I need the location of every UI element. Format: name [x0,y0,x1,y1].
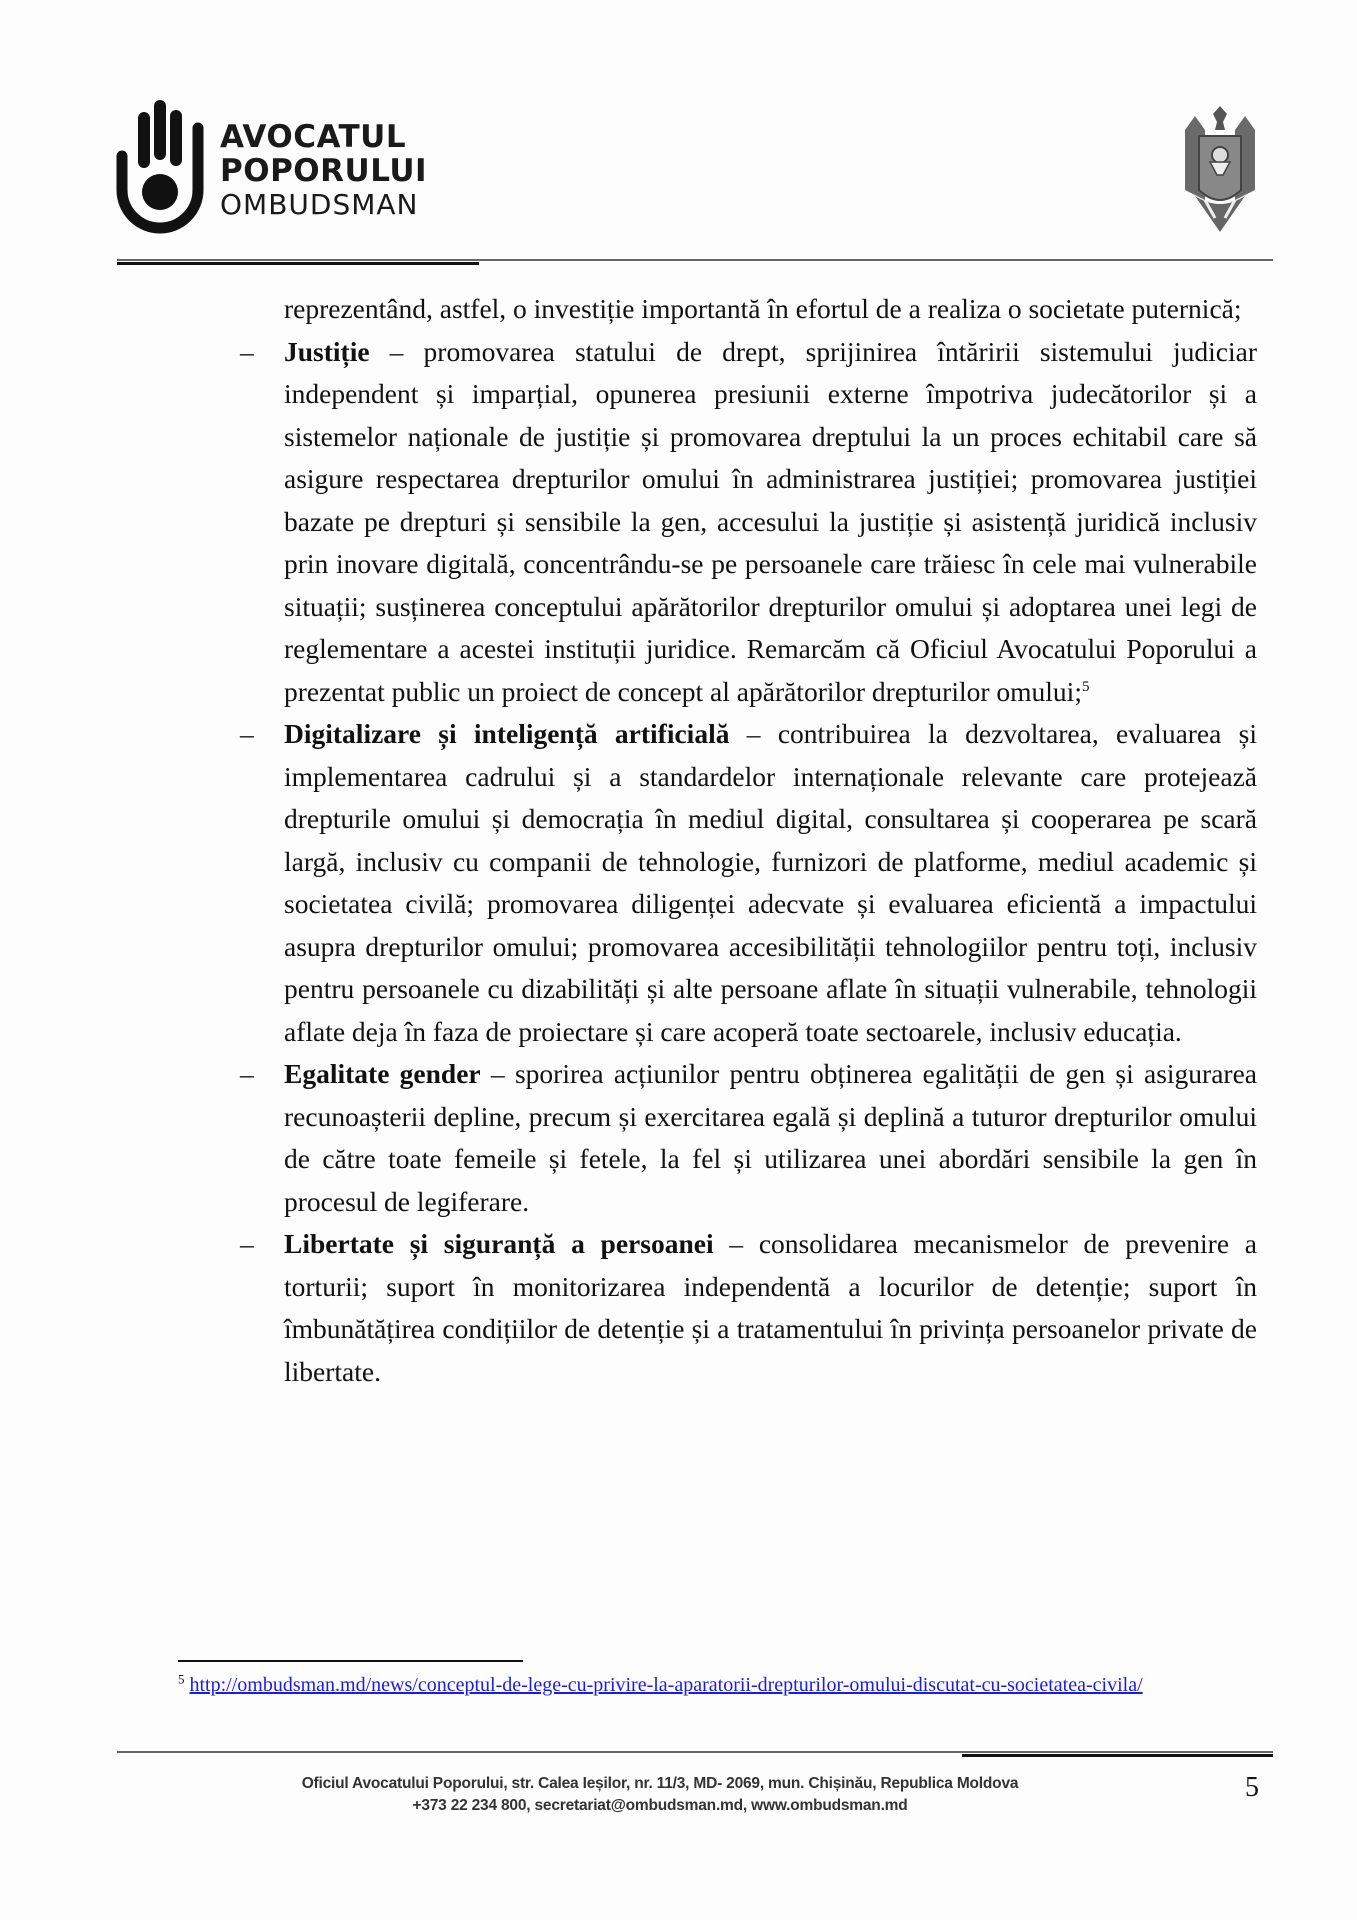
item-term: Digitalizare și inteligență artificială [284,718,730,749]
list-dash: – [240,335,254,367]
footnote-ref[interactable]: 5 [1081,678,1090,695]
header-divider [117,259,1273,261]
raised-hand-icon [116,100,206,240]
logo-wordmark [220,120,427,222]
item-term: Justiție [284,335,370,367]
item-term: Egalitate gender [284,1058,481,1089]
list-item-justitie [240,331,1257,714]
footer-address-line-1: Oficiul Avocatului Poporului, str. Calea Ieșilor, nr. 11/3, MD- 2069, mun. Chișinău, Republica Moldova [301,1775,1019,1792]
item-text: – promovarea statului de drept, sprijinirea întăririi sistemului judiciar independent și imparțial, opunerea presiunii externe împotriva judecătorilor și a sistemelor naționale de justiție și promovarea dreptului la un proces echitabil care să asigure respectarea drepturilor omului în administrarea justiției; promovarea justiției bazate pe drepturi și sensibile la gen, accesului la justiție și asistență juridică inclusiv prin inovare digitală, concentrându-se pe persoanele care trăiesc în cele mai vulnerabile situații; susținerea conceptului apărătorilor drepturilor omului și adoptarea unei legi de reglementare a acestei instituții juridice. Remarcăm că Oficiul Avocatului Poporului a prezentat public un proiect de concept al apărătorilor drepturilor omului; [284,335,1257,707]
footer-contact-line: +373 22 234 800, secretariat@ombudsman.md, www.ombudsman.md [412,1797,908,1814]
footer-divider-accent [962,1754,1273,1757]
item-term: Libertate și siguranță a persoanei [284,1228,714,1259]
list-dash: – [240,1058,254,1089]
ombudsman-logo [116,100,436,240]
header-divider-accent [117,262,479,265]
item-text: – consolidarea mecanismelor de prevenire a torturii; suport în monitorizarea independentă a locurilor de detenție; suport în îmbunătățirea condițiilor de detenție și a tratamentului în privința persoanelor private de libertate. [284,1228,1257,1387]
footnote-number: 5 [178,1671,185,1687]
footer-divider [117,1751,1273,1753]
document-body [240,288,1257,1393]
moldova-coat-of-arms-icon [1165,100,1275,236]
list-dash: – [240,1228,254,1259]
footer-address [220,1773,1100,1817]
footnote-link[interactable]: http://ombudsman.md/news/conceptul-de-lege-cu-privire-la-aparatorii-drepturilor-omului-discutat-cu-societatea-civila/ [189,1674,1143,1696]
footnote-separator [178,1660,523,1662]
page-number: 5 [1245,1772,1259,1803]
list-item-digitalizare [240,713,1257,1053]
list-item-libertate [240,1223,1257,1393]
item-text: – sporirea acțiunilor pentru obținerea egalității de gen și asigurarea recunoașterii depline, precum și exercitarea egală și deplină a tuturor drepturilor omului de către toate femeile și fetele, la fel și utilizarea unei abordări sensibile la gen în procesul de legiferare. [284,1058,1257,1217]
logo-line-1: AVOCATUL [220,119,407,155]
footnote [178,1672,1258,1699]
item-text: – contribuirea la dezvoltarea, evaluarea și implementarea cadrului și a standardelor internaționale relevante care protejează drepturile omului și democrația în mediul digital, consultarea și cooperarea pe scară largă, inclusiv cu companii de tehnologie, furnizori de platforme, mediul academic și societatea civilă; promovarea diligenței adecvate și evaluarea eficientă a impactului asupra drepturilor omului; promovarea accesibilității tehnologiilor pentru toți, inclusiv pentru persoanele cu dizabilități și alte persoane aflate în situații vulnerabile, tehnologii aflate deja în faza de proiectare și care acoperă toate sectoarele, inclusiv educația. [284,718,1257,1047]
list-dash: – [240,718,254,749]
logo-line-2: POPORULUI [220,153,428,189]
intro-paragraph: reprezentând, astfel, o investiție importantă în efortul de a realiza o societate puternică; [284,293,1242,324]
logo-line-3: OMBUDSMAN [220,188,419,221]
list-item-egalitate [240,1053,1257,1223]
